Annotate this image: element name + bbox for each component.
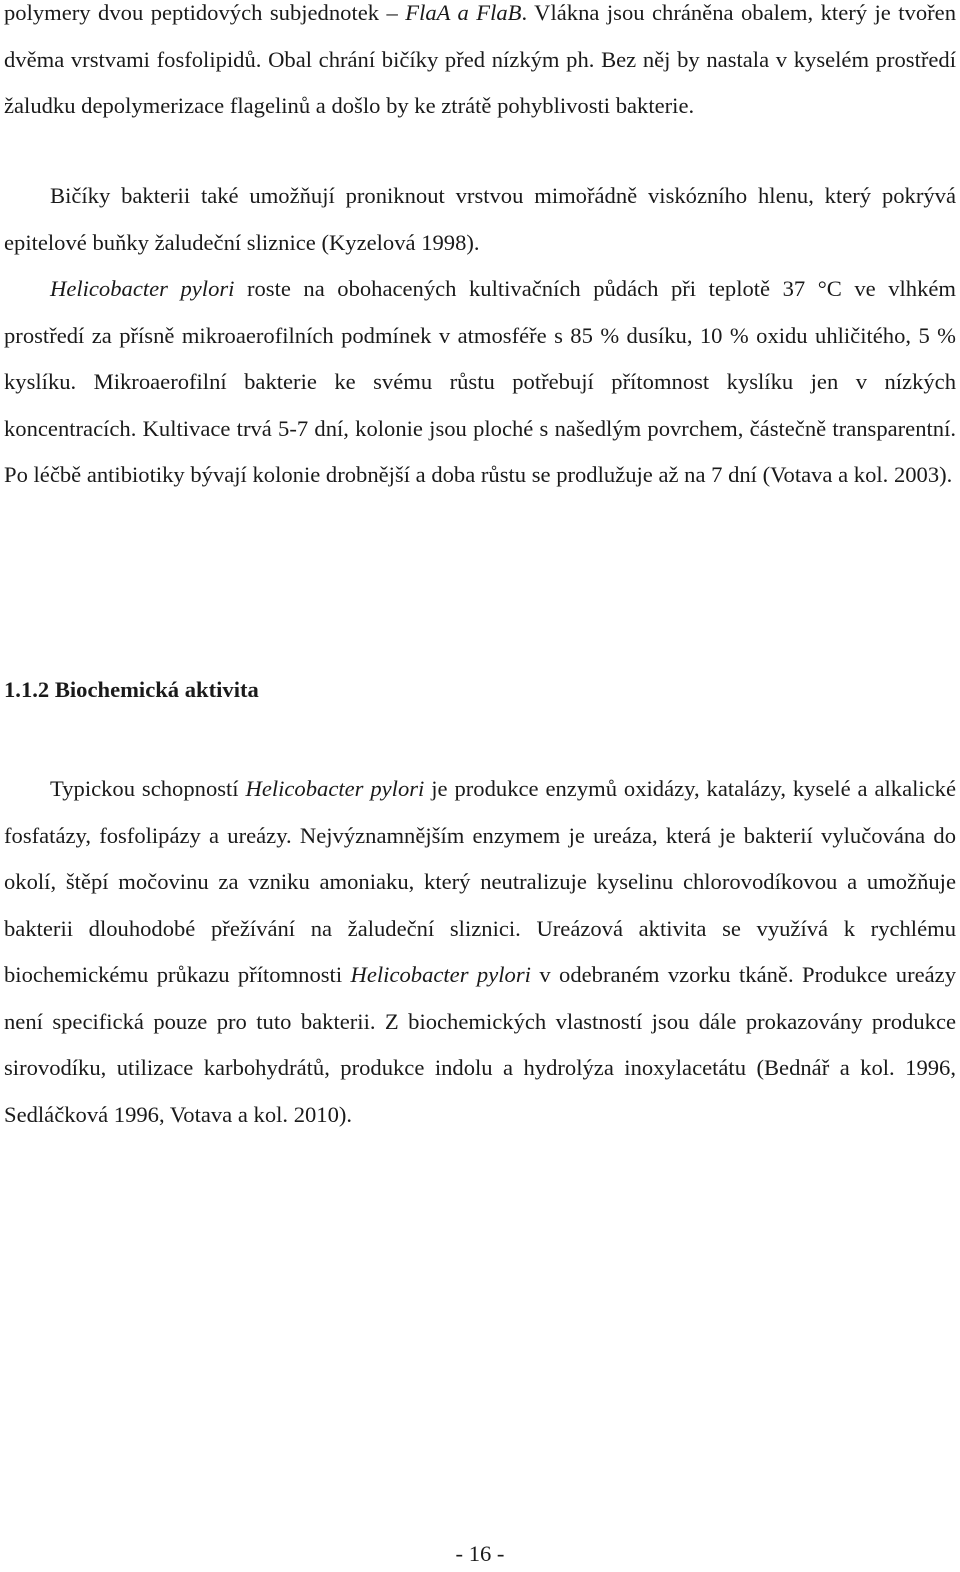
paragraph-text: polymery dvou peptidových subjednotek –	[4, 0, 406, 25]
italic-term: FlaA a FlaB	[405, 0, 522, 25]
italic-term: Helicobacter pylori	[245, 776, 425, 801]
paragraph-biochemical-activity	[4, 766, 956, 1138]
paragraph-text: v odebraném vzorku tkáně. Produkce ureázy není specifická pouze pro tuto bakterii. Z biochemických vlastností jsou dále prokazovány produkce sirovodíku, utilizace karbohydrátů, produkce indolu a hydrolýza inoxylacetátu (Bednář a kol. 1996, Sedláčková 1996, Votava a kol. 2010).	[4, 962, 956, 1127]
paragraph-text: . Vlákna jsou chráněna obalem, který je tvořen dvěma vrstvami fosfolipidů. Obal chrání bičíky před nízkým ph. Bez něj by nastala v kyselém prostředí žaludku depolymerizace flagelinů a došlo by ke ztrátě pohyblivosti bakterie.	[4, 0, 956, 118]
section-heading: 1.1.2 Biochemická aktivita	[4, 677, 259, 702]
paragraph-text: Typickou schopností	[50, 776, 246, 801]
paragraph-text: roste na obohacených kultivačních půdách při teplotě 37 °C ve vlhkém prostředí za přísně mikroaerofilních podmínek v atmosféře s 85 % dusíku, 10 % oxidu uhličitého, 5 % kyslíku. Mikroaerofilní bakterie ke svému růstu potřebují přítomnost kyslíku jen v nízkých koncentracích. Kultivace trvá 5-7 dní, kolonie jsou ploché s našedlým povrchem, částečně transparentní. Po léčbě antibiotiky bývají kolonie drobnější a doba růstu se prodlužuje až na 7 dní (Votava a kol. 2003).	[4, 276, 956, 487]
italic-term: Helicobacter pylori	[350, 962, 531, 987]
paragraph-text: je produkce enzymů oxidázy, katalázy, kyselé a alkalické fosfatázy, fosfolipázy a ureázy. Nejvýznamnějším enzymem je ureáza, která je bakterií vylučována do okolí, štěpí močovinu za vzniku amoniaku, který neutralizuje kyselinu chlorovodíkovou a umožňuje bakterii dlouhodobé přežívání na žaludeční sliznici. Ureázová aktivita se využívá k rychlému biochemickému průkazu přítomnosti	[4, 776, 957, 987]
italic-term: Helicobacter pylori	[50, 276, 235, 301]
paragraph-flagella-structure	[4, 0, 956, 130]
paragraph-cultivation	[4, 266, 956, 499]
paragraph-flagella-mucus	[4, 173, 956, 266]
page-number: - 16 -	[455, 1541, 505, 1566]
paragraph-text: Bičíky bakterii také umožňují proniknout vrstvou mimořádně viskózního hlenu, který pokrývá epitelové buňky žaludeční sliznice (Kyzelová 1998).	[4, 183, 956, 255]
